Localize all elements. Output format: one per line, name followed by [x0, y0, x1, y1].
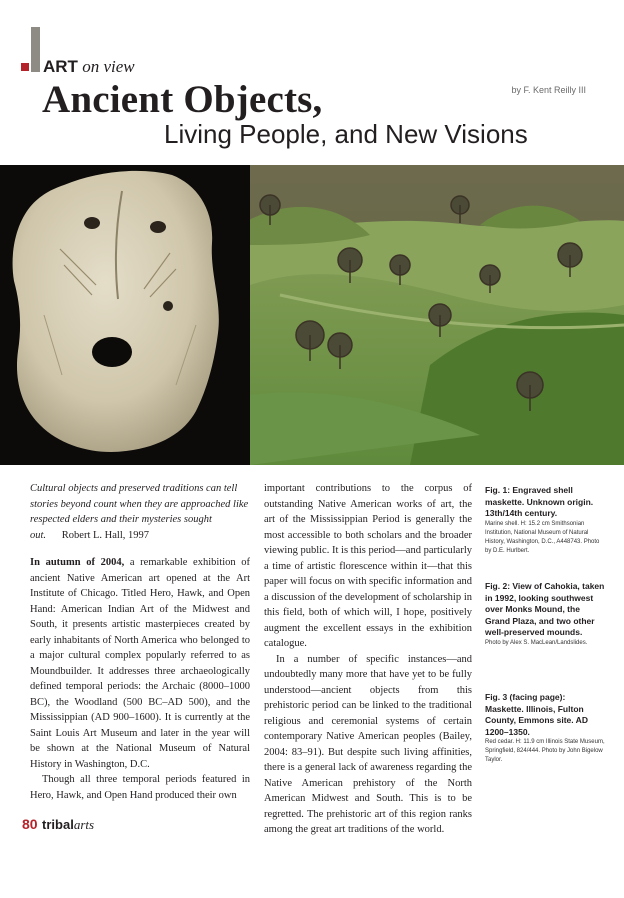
caption-credit: Red cedar. H: 11.9 cm Illinois State Museum, Springfield, 824/444. Photo by John Bigelow Taylor. — [485, 739, 605, 763]
header-accent-bar — [31, 27, 40, 72]
cahokia-landscape-illustration — [250, 165, 624, 465]
epigraph-text: Cultural objects and preserved traditions can tell stories beyond count when they are approached like respected elders and their mysteries sought out. — [30, 483, 249, 541]
column-1 — [30, 481, 250, 803]
caption-heading: Fig. 1: Engraved shell maskette. Unknown origin. 13th/14th century. — [485, 485, 594, 518]
column-2 — [264, 481, 472, 838]
section-kicker — [43, 57, 135, 77]
caption-heading: Fig. 2: View of Cahokia, taken in 1992, looking southwest over Monks Mound, the Grand Plaza, and two other well-preserved mounds. — [485, 581, 605, 637]
lead-in: In autumn of 2004, — [30, 557, 125, 568]
maskette-illustration — [0, 165, 250, 465]
epigraph — [30, 481, 250, 543]
caption-fig-1 — [485, 485, 605, 556]
byline-author: F. Kent Reilly III — [523, 85, 586, 95]
caption-fig-3 — [485, 692, 605, 765]
paragraph: In a number of specific instances—and undoubtedly many more that have yet to be fully understood—ancient objects from this prehistoric period can be linked to the traditional religious and ceremonial systems of certain contemporary Native American peoples (Bailey, 2004: 83–91). But despite such living affinities, there is a general lack of awareness regarding the Native American prehistory of the North American Midwest and South. This is to be regretted. The prehistoric art of this region ranks among the great art traditions of the world. — [264, 653, 472, 835]
caption-credit: Marine shell. H: 15.2 cm Smithsonian Institution, National Museum of Natural History, Washington, D.C., A448743. Photo by D.E. Hurlbert. — [485, 520, 600, 554]
brand-italic: arts — [73, 817, 95, 832]
kicker-bold: ART — [43, 57, 78, 76]
paragraph: Though all three temporal periods featured in Hero, Hawk, and Open Hand produced their own — [30, 774, 250, 801]
byline-prefix: by — [511, 85, 521, 95]
epigraph-attribution: Robert L. Hall, 1997 — [61, 529, 149, 541]
caption-fig-2 — [485, 581, 605, 648]
page-number: 80 — [22, 816, 38, 832]
section-square-marker — [21, 63, 29, 71]
page-footer — [22, 816, 94, 834]
byline — [511, 85, 586, 95]
maskette-photo — [0, 165, 250, 465]
paragraph-text: a remarkable exhibition of ancient Native American art opened at the Art Institute of Chicago. Titled Hero, Hawk, and Open Hand: American Indian Art of the Midwest and South, it presents artistic masterpieces created by early inhabitants of North America who belonged to a major cultural complex popularly referred to as Moundbuilder. It addresses three archaeologically defined temporal periods: the Archaic (8000–1000 BC), the Woodland (500 BC–AD 500), and the Mississippian (AD 900–1600). It is currently at the Saint Louis Art Museum and later in the year will be shown at the National Museum of Natural History in Washington, D.C. — [30, 557, 250, 770]
caption-credit: Photo by Alex S. MacLean/Landslides. — [485, 639, 588, 646]
kicker-italic: on view — [77, 57, 135, 76]
caption-heading: Fig. 3 (facing page): Maskette. Illinois, Fulton County, Emmons site. AD 1200–1350. — [485, 692, 588, 737]
paragraph — [30, 555, 250, 772]
brand-bold: tribal — [42, 817, 74, 832]
cahokia-photo — [250, 165, 624, 465]
article-title: Ancient Objects, — [42, 78, 323, 121]
paragraph: important contributions to the corpus of outstanding Native American works of art, the art of the Mississippian Period is generally the most accessible to both scholars and the broader viewing public. It is this period—and particularly a time of artistic florescence within it—that this paper will focus on with specific information and a discussion of the development of scholarship in this field, both of which will, I hope, positively augment the excellent essays in the exhibition catalogue. — [264, 483, 472, 649]
article-subtitle: Living People, and New Visions — [164, 119, 528, 149]
